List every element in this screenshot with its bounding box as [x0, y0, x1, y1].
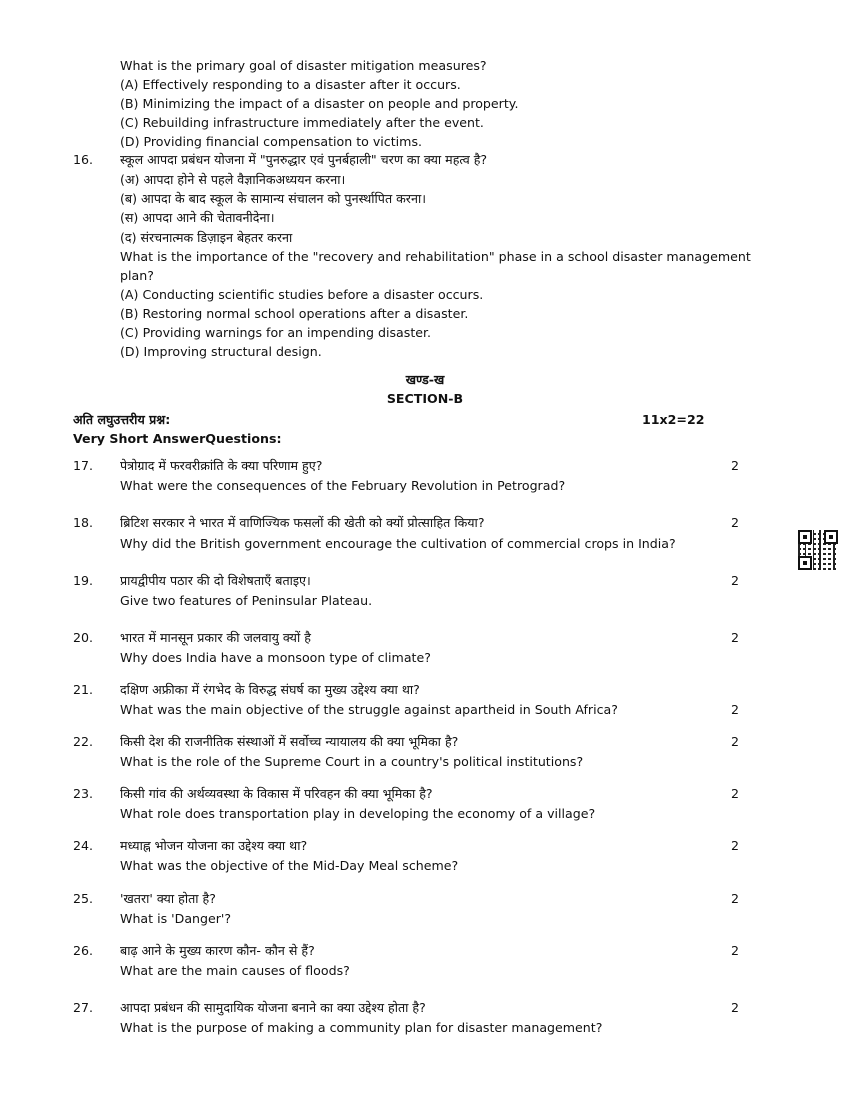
question-marks: 2	[731, 515, 740, 530]
question-text-en: Why did the British government encourage the cultivation of commercial crops in India?	[120, 536, 676, 551]
section-subtitle-hi: अति लघुउत्तरीय प्रश्न:	[73, 412, 171, 427]
question-number: 20.	[73, 630, 94, 645]
question-number: 17.	[73, 458, 94, 473]
question-text-en: What are the main causes of floods?	[120, 963, 350, 978]
question-text-hi: पेत्रोग्राद में फरवरीक्रांति के क्या परिणाम हुए?	[120, 458, 323, 473]
qr-finder-top-left	[798, 530, 812, 544]
question-text-en: What is 'Danger'?	[120, 911, 232, 926]
question-text-hi: किसी देश की राजनीतिक संस्थाओं में सर्वोच्च न्यायालय की क्या भूमिका है?	[120, 734, 459, 749]
q16-number: 16.	[73, 152, 94, 167]
question-marks: 2	[731, 702, 740, 717]
question-text-hi: प्रायद्वीपीय पठार की दो विशेषताएँ बताइए।	[120, 573, 311, 588]
question-marks: 2	[731, 838, 740, 853]
question-marks: 2	[731, 891, 740, 906]
question-marks: 2	[731, 458, 740, 473]
question-marks: 2	[731, 734, 740, 749]
qr-code-icon	[798, 530, 838, 570]
section-heading-en: SECTION-B	[386, 391, 464, 406]
q16-question-en-line2: plan?	[120, 268, 154, 283]
q15-option-d: (D) Providing financial compensation to victims.	[120, 134, 423, 149]
question-marks: 2	[731, 1000, 740, 1015]
q16-option-en-b: (B) Restoring normal school operations after a disaster.	[120, 306, 469, 321]
q16-question-en-line1: What is the importance of the "recovery and rehabilitation" phase in a school disaster management	[120, 249, 751, 264]
section-marks-formula: 11x2=22	[642, 412, 705, 427]
question-text-en: Why does India have a monsoon type of climate?	[120, 650, 431, 665]
section-subtitle-en: Very Short AnswerQuestions:	[73, 431, 282, 446]
question-number: 23.	[73, 786, 94, 801]
question-text-en: What is the purpose of making a community plan for disaster management?	[120, 1020, 603, 1035]
q16-question-hi: स्कूल आपदा प्रबंधन योजना में "पुनरुद्धार एवं पुनर्बहाली" चरण का क्या महत्व है?	[120, 152, 488, 167]
question-text-en: What role does transportation play in developing the economy of a village?	[120, 806, 596, 821]
question-text-hi: ब्रिटिश सरकार ने भारत में वाणिज्यिक फसलों की खेती को क्यों प्रोत्साहित किया?	[120, 515, 485, 530]
question-number: 19.	[73, 573, 94, 588]
question-number: 26.	[73, 943, 94, 958]
q15-question-en: What is the primary goal of disaster mitigation measures?	[120, 58, 487, 73]
question-marks: 2	[731, 630, 740, 645]
question-marks: 2	[731, 943, 740, 958]
question-text-hi: बाढ़ आने के मुख्य कारण कौन- कौन से हैं?	[120, 943, 315, 958]
question-number: 22.	[73, 734, 94, 749]
q16-option-hi-b: (ब) आपदा के बाद स्कूल के सामान्य संचालन को पुनर्स्थापित करना।	[120, 191, 426, 206]
question-text-hi: दक्षिण अफ्रीका में रंगभेद के विरुद्ध संघर्ष का मुख्य उद्देश्य क्या था?	[120, 682, 420, 697]
section-heading-hi: खण्ड-ख	[405, 372, 445, 387]
question-number: 18.	[73, 515, 94, 530]
question-text-hi: किसी गांव की अर्थव्यवस्था के विकास में परिवहन की क्या भूमिका है?	[120, 786, 433, 801]
question-number: 24.	[73, 838, 94, 853]
question-text-hi: मध्याह्न भोजन योजना का उद्देश्य क्या था?	[120, 838, 308, 853]
question-number: 27.	[73, 1000, 94, 1015]
question-text-en: What were the consequences of the February Revolution in Petrograd?	[120, 478, 566, 493]
q16-option-en-d: (D) Improving structural design.	[120, 344, 322, 359]
question-text-hi: आपदा प्रबंधन की सामुदायिक योजना बनाने का क्या उद्देश्य होता है?	[120, 1000, 426, 1015]
q15-option-b: (B) Minimizing the impact of a disaster on people and property.	[120, 96, 519, 111]
question-text-en: Give two features of Peninsular Plateau.	[120, 593, 373, 608]
q16-option-hi-c: (स) आपदा आने की चेतावनीदेना।	[120, 210, 275, 225]
q16-option-hi-d: (द) संरचनात्मक डिज़ाइन बेहतर करना	[120, 230, 293, 245]
question-text-hi: भारत में मानसून प्रकार की जलवायु क्यों है	[120, 630, 311, 645]
question-text-en: What was the main objective of the struggle against apartheid in South Africa?	[120, 702, 618, 717]
question-text-en: What was the objective of the Mid-Day Meal scheme?	[120, 858, 459, 873]
q15-option-c: (C) Rebuilding infrastructure immediately after the event.	[120, 115, 484, 130]
question-text-hi: 'खतरा' क्या होता है?	[120, 891, 216, 906]
question-marks: 2	[731, 786, 740, 801]
qr-finder-bottom-left	[798, 556, 812, 570]
qr-finder-top-right	[824, 530, 838, 544]
question-marks: 2	[731, 573, 740, 588]
q15-option-a: (A) Effectively responding to a disaster after it occurs.	[120, 77, 461, 92]
question-number: 25.	[73, 891, 94, 906]
q16-option-en-a: (A) Conducting scientific studies before a disaster occurs.	[120, 287, 484, 302]
question-text-en: What is the role of the Supreme Court in a country's political institutions?	[120, 754, 584, 769]
question-number: 21.	[73, 682, 94, 697]
q16-option-hi-a: (अ) आपदा होने से पहले वैज्ञानिकअध्ययन करना।	[120, 172, 346, 187]
q16-option-en-c: (C) Providing warnings for an impending disaster.	[120, 325, 432, 340]
